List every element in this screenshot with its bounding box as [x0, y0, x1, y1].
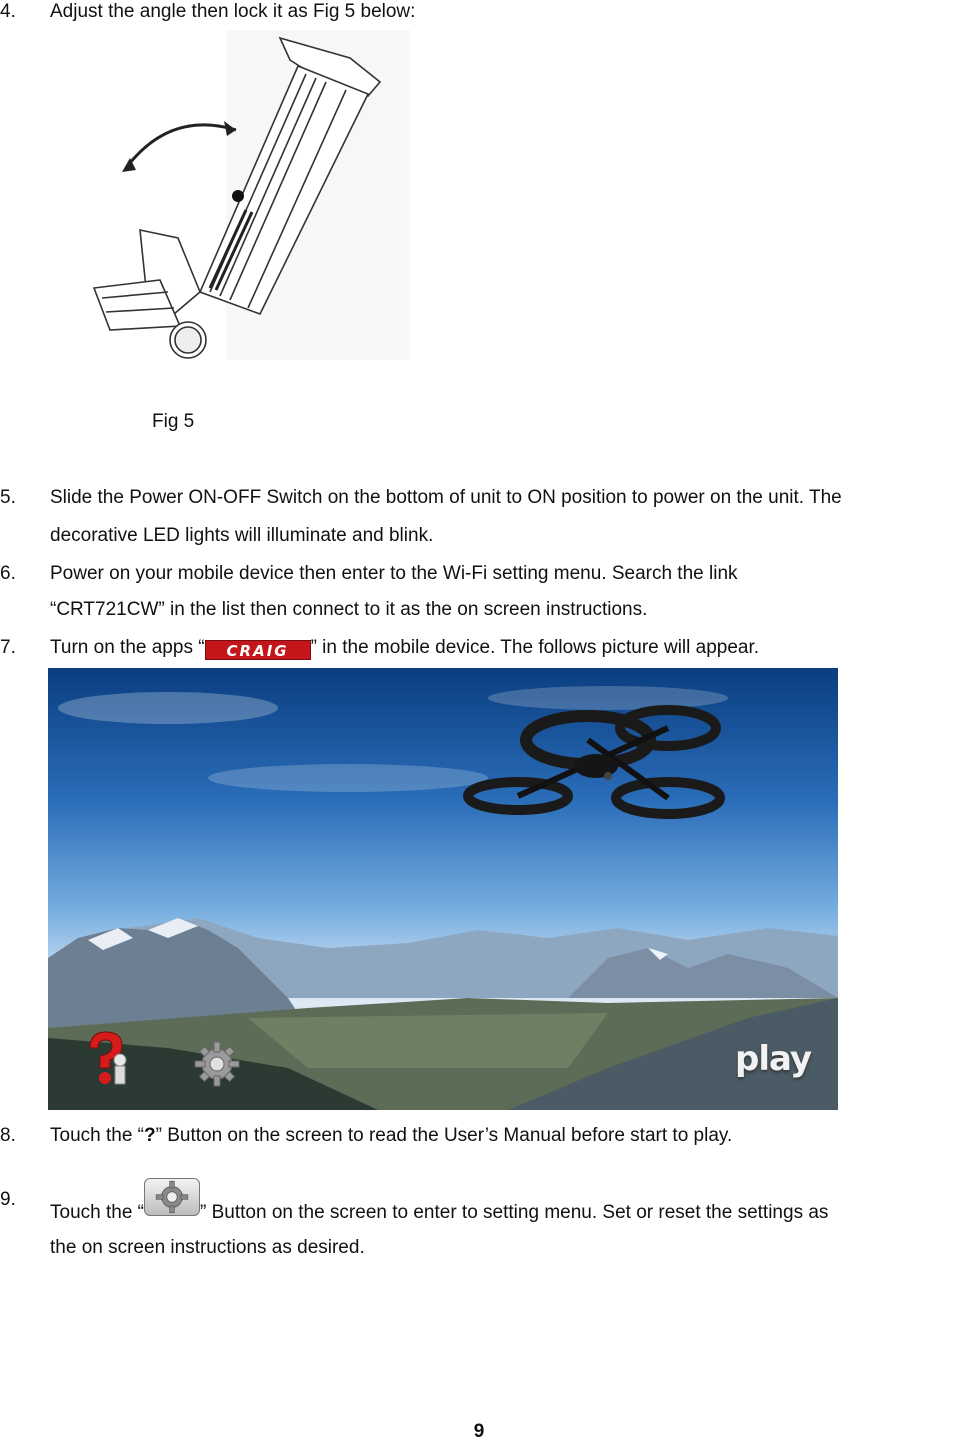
- help-symbol: ?: [144, 1125, 156, 1146]
- step-4-number: 4.: [0, 1, 16, 22]
- step-7-number: 7.: [0, 637, 16, 658]
- step-8-number: 8.: [0, 1125, 16, 1146]
- fig5-caption: Fig 5: [152, 411, 195, 432]
- step-5-line2: decorative LED lights will illuminate and blink.: [50, 525, 434, 546]
- step-9-number: 9.: [0, 1189, 16, 1210]
- step-6-line1: Power on your mobile device then enter to the Wi-Fi setting menu. Search the link: [50, 563, 738, 584]
- app-start-screen-image: [48, 668, 838, 1110]
- step-5-number: 5.: [0, 487, 16, 508]
- play-button[interactable]: play: [735, 1039, 812, 1079]
- craig-app-logo-icon: CRAIG: [205, 640, 311, 660]
- step-9-text-after: ” Button on the screen to enter to setting menu. Set or reset the settings as: [200, 1202, 829, 1223]
- step-6-number: 6.: [0, 563, 16, 584]
- fig5-mount-illustration: [50, 30, 410, 360]
- step-9-line1: [50, 1178, 828, 1225]
- step-9-text-before: Touch the “: [50, 1202, 144, 1223]
- step-8-line: [50, 1124, 732, 1148]
- step-9-line2: the on screen instructions as desired.: [50, 1237, 365, 1258]
- gear-settings-icon[interactable]: [193, 1040, 241, 1088]
- step-7-text-before: Turn on the apps “: [50, 637, 205, 658]
- page-number: 9: [473, 1421, 485, 1442]
- step-8-text-before: Touch the “: [50, 1125, 144, 1146]
- step-8-text-after: ” Button on the screen to read the User’s Manual before start to play.: [155, 1125, 733, 1146]
- step-4-text: Adjust the angle then lock it as Fig 5 below:: [50, 1, 416, 22]
- step-7-text-after: ” in the mobile device. The follows picture will appear.: [310, 637, 760, 658]
- question-help-icon[interactable]: [82, 1030, 132, 1088]
- settings-gear-icon: [144, 1178, 200, 1216]
- step-7-line: [50, 636, 759, 660]
- step-6-line2: “CRT721CW” in the list then connect to it as the on screen instructions.: [50, 599, 648, 620]
- step-5-line1: Slide the Power ON-OFF Switch on the bottom of unit to ON position to power on the unit. The: [50, 487, 842, 508]
